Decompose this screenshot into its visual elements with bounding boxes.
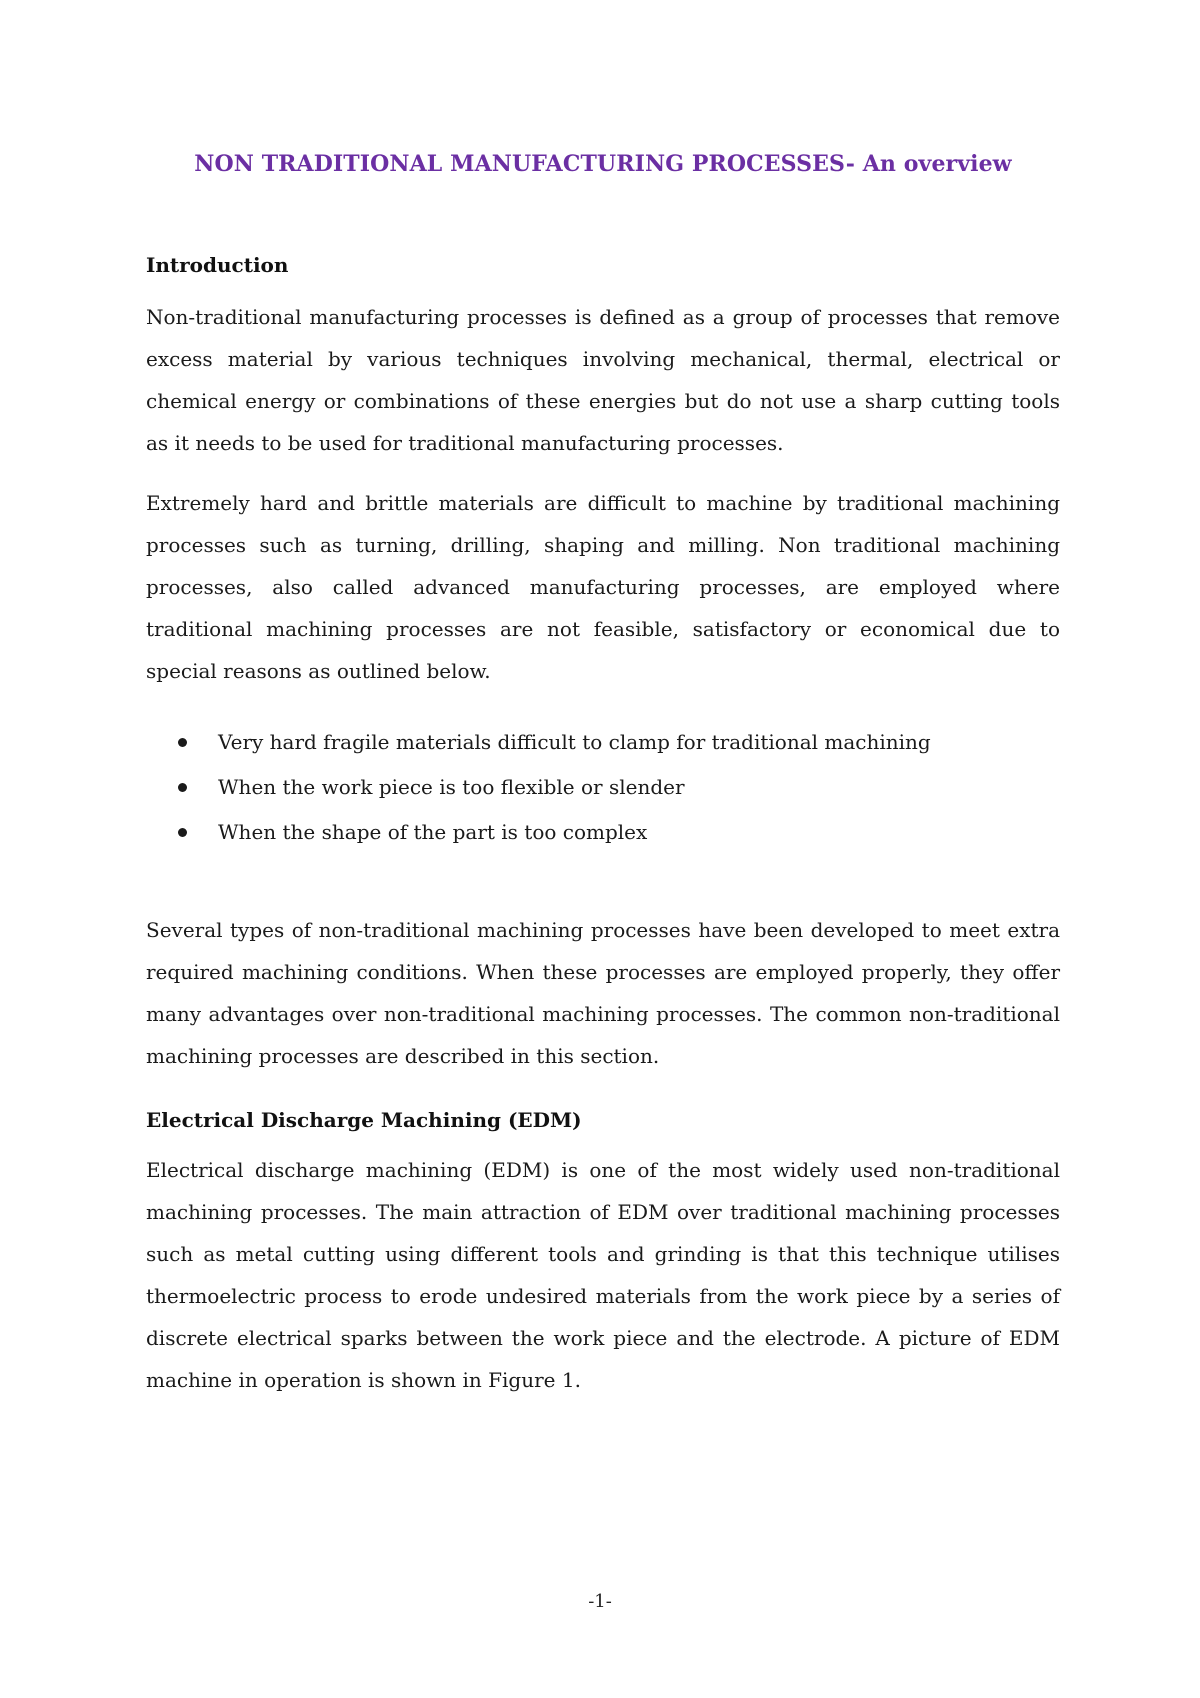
intro-paragraph-2: Extremely hard and brittle materials are difficult to machine by traditional machining processes such as turning, drilling, shaping and milling. Non traditional machining processes, also called advanced manufacturing processes, are employed where traditional machining processes are not feasible, satisfactory or economical due to special reasons as outlined below. (146, 491, 1060, 683)
bullet-item (176, 765, 1060, 810)
document-body (146, 148, 1060, 1419)
reasons-bullet-list (146, 720, 1060, 855)
bullet-dot-icon (178, 738, 187, 747)
intro-paragraph-1: Non-traditional manufacturing processes is defined as a group of processes that remove excess material by various techniques involving mechanical, thermal, electrical or chemical energy or combinations of these energies but do not use a sharp cutting tools as it needs to be used for traditional manufacturing processes. (146, 305, 1060, 455)
bullet-item (176, 720, 1060, 765)
edm-heading: Electrical Discharge Machining (EDM) (146, 1108, 582, 1132)
bullet-item (176, 810, 1060, 855)
bullet-text: When the work piece is too flexible or slender (218, 775, 685, 799)
page-number: -1- (588, 1591, 612, 1612)
document-title: NON TRADITIONAL MANUFACTURING PROCESSES- An overview (194, 151, 1012, 177)
introduction-heading: Introduction (146, 253, 289, 277)
intro-closing-paragraph: Several types of non-traditional machining processes have been developed to meet extra required machining conditions. When these processes are employed properly, they offer many advantages over non-traditional machining processes. The common non-traditional machining processes are described in this section. (146, 918, 1060, 1068)
bullet-dot-icon (178, 828, 187, 837)
edm-paragraph: Electrical discharge machining (EDM) is one of the most widely used non-traditional machining processes. The main attraction of EDM over traditional machining processes such as metal cutting using different tools and grinding is that this technique utilises thermoelectric process to erode undesired materials from the work piece by a series of discrete electrical sparks between the work piece and the electrode. A picture of EDM machine in operation is shown in Figure 1. (146, 1158, 1060, 1392)
bullet-dot-icon (178, 783, 187, 792)
bullet-text: When the shape of the part is too complex (218, 820, 648, 844)
bullet-text: Very hard fragile materials difficult to clamp for traditional machining (218, 730, 931, 754)
